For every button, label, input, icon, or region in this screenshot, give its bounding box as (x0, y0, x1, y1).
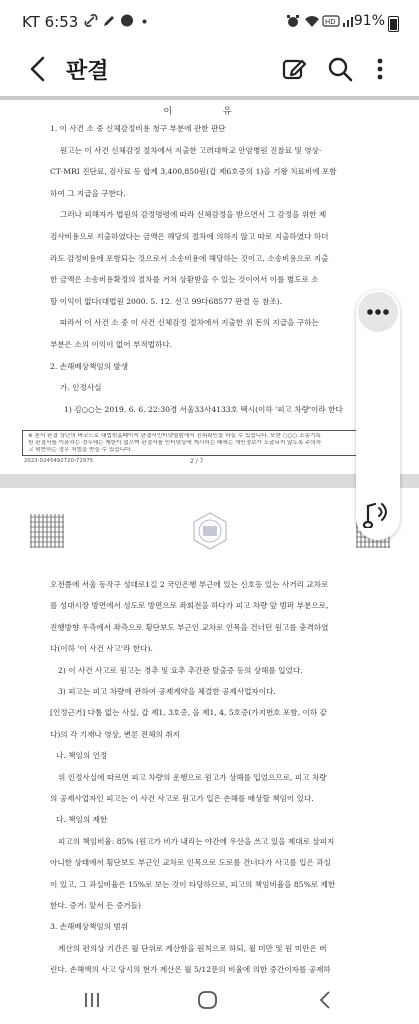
text-line: 다)의 각 기재나 영상, 변론 전체의 취지 (50, 729, 180, 739)
back-arrow-icon[interactable] (24, 54, 54, 84)
text-line: 린다. 손해액의 사고 당시의 현가 계산은 월 5/12푼의 비율에 의한 중간이자를 공제하 (50, 965, 331, 975)
more-notifications-icon (142, 19, 147, 24)
panel-menu-button[interactable] (358, 292, 398, 332)
text-line: 라도 감정비용에 포함되는 것으로서 소송비용에 해당하는 것이고, 소송비용으로 지출 (50, 253, 329, 263)
text-line: 의 공제사업자인 피고는 이 사건 사고로 원고가 입은 손해를 배상할 책임이 있다. (50, 794, 314, 803)
text-line: 한다. 증거: 앞서 든 증거들) (50, 901, 141, 910)
text-line: 오전쯤에 서울 동작구 성대로1길 2 국민은행 부근에 있는 신호등 있는 사거리 교차로 (50, 580, 329, 589)
barcode-left-icon (30, 514, 64, 548)
text-line: 피고의 책임비율: 85% (원고가 비가 내리는 야간에 우산을 쓰고 있을 제대로 살피지 (58, 836, 335, 846)
text-line: 하여 그 지급을 구한다. (50, 188, 126, 198)
section-heading: 이 유 (163, 107, 256, 117)
text-line: 위 인정사실에 따르면 피고 차량의 운행으로 원고가 상해를 입었으므로, 피고 차량 (58, 772, 327, 782)
message-icon (120, 14, 134, 28)
text-line: 다(이하 '이 사건 사고'라 한다). (50, 644, 153, 654)
text-line: 할 이익이 없다(대법원 2000. 5. 12. 선고 99다68577 판결 등 참조). (50, 296, 283, 306)
edit-icon[interactable] (280, 55, 308, 83)
court-seal-icon (190, 511, 230, 551)
back-icon[interactable] (314, 988, 338, 1012)
footer-notice-line: 원 판결서를 이용하는 경우에는 제한이 없으며 판결서를 인터넷상에 게시하는 때에는 개인정보가 노출되지 않도록 주의하 (28, 440, 322, 446)
text-line: [인정근거] 다툼 없는 사실, 갑 제1, 3호증, 을 제1, 4, 5호증(가지번호 포함, 이하 같 (50, 708, 327, 718)
text-line: 아니한 상태에서 횡단보도 부근인 교차로 인목으로 도로를 건너다가 사고를 입은 과실 (50, 858, 331, 868)
text-line: 1. 이 사건 소 중 신체감정비용 청구 부분에 관한 판단 (50, 124, 226, 133)
footer-notice-line: ※ 본서 판결 상단의 바코드로 대법원홈페이지 판결서인터넷열람에서 진위확인을 하실 수 있습니다. 또한 ○○○ 소송기록 (28, 433, 321, 439)
read-aloud-icon[interactable] (362, 496, 394, 528)
text-line: 원고는 이 사건 신체감정 절차에서 지출한 고려대학교 안암병원 진찰료 및 영상· (60, 145, 322, 155)
link-icon (84, 14, 98, 28)
text-line: 그러나 피해자가 법원의 감정명령에 따라 신체감정을 받으면서 그 감정을 위한 제 (60, 210, 327, 220)
more-horizontal-icon (366, 308, 390, 316)
navigation-bar (0, 976, 419, 1024)
app-bar (0, 44, 419, 96)
text-line: 이 있고, 그 과실비율은 15%로 보는 것이 타당하므로, 피고의 책임비율을 85%로 제한 (50, 879, 336, 889)
text-line: 3) 피고는 피고 차량에 관하여 공제계약을 체결한 공제사업자이다. (58, 687, 276, 696)
text-line: 1) 김○○는 2019. 6. 6. 22:30경 서울33사4133호 택시(이하 '피고 차량'이라 한다 (64, 404, 343, 414)
floating-tool-panel (356, 290, 400, 540)
document-id: 2023-0245492720-72975 (24, 458, 94, 464)
edit-notification-icon (102, 14, 116, 28)
text-line: 2. 손해배상책임의 발생 (50, 361, 129, 371)
text-line: 3. 손해배상책임의 범위 (50, 922, 129, 932)
status-bar (0, 0, 419, 44)
text-line: 따라서 이 사건 소 중 이 사건 신체감정 절차에서 지출한 위 돈의 지급을 구하는 (60, 318, 319, 328)
text-line: 부분은 소의 이익이 없어 부적법하다. (50, 340, 173, 349)
text-line: 다. 책임의 제한 (56, 815, 108, 825)
text-line: 가. 인정사실 (60, 383, 102, 393)
text-line: 한 금액은 소송비용확정의 절차를 거쳐 상환받을 수 있는 것이어서 이를 별도로 소 (50, 275, 319, 285)
page-title: 판결 (66, 59, 109, 84)
home-icon[interactable] (196, 988, 220, 1012)
text-line: 2) 이 사건 사고로 원고는 경추 및 요추 추간판 탈출증 등의 상해를 입었다. (58, 665, 303, 675)
text-line: CT·MRI 진단료, 검사료 등 합계 3,400,850원(갑 제6호증의 1)을 기왕 치료비에 포함 (50, 167, 337, 177)
text-line: 진행방향 우측에서 좌측으로 횡단보도 부근인 교차로 인목을 건너던 원고를 충격하였 (50, 622, 329, 632)
svg-text:HD: HD (325, 18, 336, 26)
document-page-3 (0, 488, 419, 976)
footer-notice (22, 430, 392, 456)
page-number: 2 / 7 (190, 458, 204, 465)
text-line: 나. 책임의 인정 (56, 751, 108, 761)
hd-voice-icon (322, 14, 340, 28)
battery-level: 91% (353, 13, 385, 29)
text-line: 계산의 편의상 기간은 월 단위로 계산함을 원칙으로 하되, 월 미만 및 원 미만은 버 (58, 943, 327, 953)
footer-notice-line: 고 위반하는 경우 처벌을 받을 수 있습니다. (28, 447, 133, 453)
battery-icon (388, 16, 399, 32)
more-options-icon[interactable] (366, 55, 394, 83)
alarm-icon (286, 14, 300, 28)
text-line: 검사비용으로 지출하였다는 금액은 해당의 절차에 의하지 않고 따로 지출하였다 하더 (50, 232, 329, 241)
recents-icon[interactable] (80, 988, 104, 1012)
document-viewer[interactable] (0, 96, 419, 976)
wifi-icon (304, 14, 320, 28)
status-time: KT 6:53 (22, 13, 79, 31)
text-line: 를 성대시장 방면에서 성도로 방면으로 좌회전을 하다가 피고 차량 앞 범퍼 부분으로, (50, 601, 329, 611)
search-icon[interactable] (326, 55, 354, 83)
